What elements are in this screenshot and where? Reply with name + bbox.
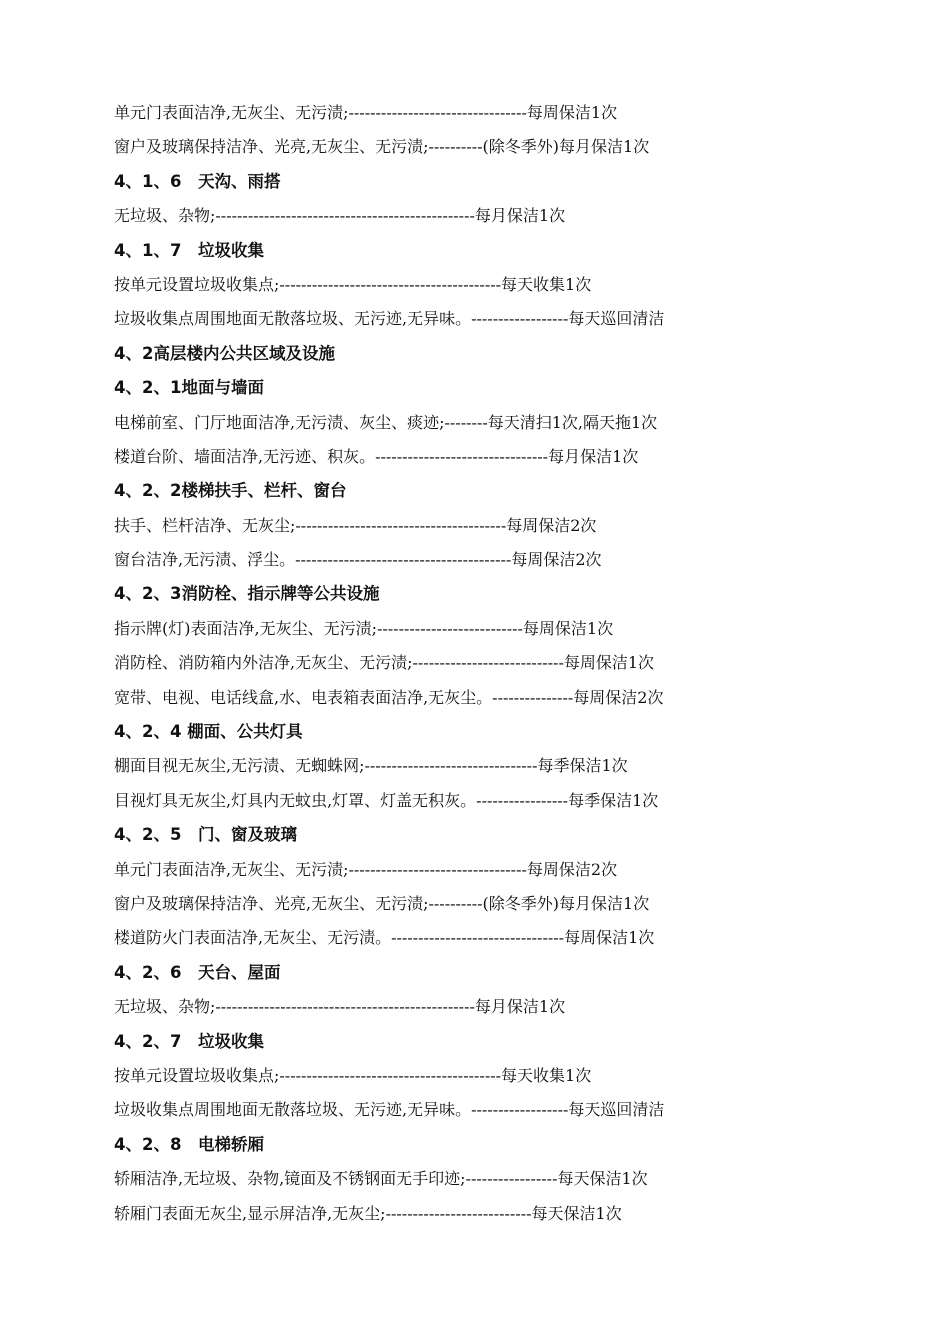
text-line: 窗户及玻璃保持洁净、光亮,无灰尘、无污渍;----------(除冬季外)每月保洁1次 [114, 137, 650, 157]
section-heading: 4、2、2楼梯扶手、栏杆、窗台 [114, 481, 347, 501]
section-heading: 4、2、7 垃圾收集 [114, 1031, 264, 1051]
section-heading: 4、2、6 天台、屋面 [114, 962, 281, 982]
section-heading: 4、2、3消防栓、指示牌等公共设施 [114, 584, 380, 604]
section-heading: 4、2、4 棚面、公共灯具 [114, 722, 303, 742]
text-line: 单元门表面洁净,无灰尘、无污渍;---------------------------------每周保洁2次 [114, 859, 618, 879]
text-line: 单元门表面洁净,无灰尘、无污渍;---------------------------------每周保洁1次 [114, 103, 618, 122]
text-line: 轿厢门表面无灰尘,显示屏洁净,无灰尘;---------------------------每天保洁1次 [114, 1203, 622, 1223]
section-heading: 4、2、5 门、窗及玻璃 [114, 825, 297, 845]
text-line: 无垃圾、杂物;------------------------------------------------每月保洁1次 [114, 206, 566, 226]
section-heading: 4、1、7 垃圾收集 [114, 240, 264, 260]
text-line: 垃圾收集点周围地面无散落垃圾、无污迹,无异味。------------------每天巡回清洁 [114, 309, 665, 329]
text-line: 电梯前室、门厅地面洁净,无污渍、灰尘、痰迹;--------每天清扫1次,隔天拖1次 [114, 412, 658, 432]
section-heading: 4、2高层楼内公共区域及设施 [114, 343, 335, 363]
document-body [114, 96, 844, 1231]
section-heading: 4、2、1地面与墙面 [114, 378, 264, 398]
text-line: 楼道防火门表面洁净,无灰尘、无污渍。--------------------------------每周保洁1次 [114, 928, 655, 948]
text-line: 轿厢洁净,无垃圾、杂物,镜面及不锈钢面无手印迹;-----------------每天保洁1次 [114, 1169, 648, 1189]
text-line: 扶手、栏杆洁净、无灰尘;---------------------------------------每周保洁2次 [114, 515, 597, 535]
text-line: 楼道台阶、墙面洁净,无污迹、积灰。--------------------------------每月保洁1次 [114, 446, 639, 466]
text-line: 指示牌(灯)表面洁净,无灰尘、无污渍;---------------------------每周保洁1次 [114, 618, 614, 638]
text-line: 窗台洁净,无污渍、浮尘。----------------------------------------每周保洁2次 [114, 550, 602, 570]
text-line: 窗户及玻璃保持洁净、光亮,无灰尘、无污渍;----------(除冬季外)每月保洁1次 [114, 893, 650, 913]
section-heading: 4、2、8 电梯轿厢 [114, 1134, 264, 1154]
text-line: 按单元设置垃圾收集点;-----------------------------------------每天收集1次 [114, 274, 592, 294]
text-line: 消防栓、消防箱内外洁净,无灰尘、无污渍;----------------------------每周保洁1次 [114, 653, 655, 673]
text-line: 垃圾收集点周围地面无散落垃圾、无污迹,无异味。------------------每天巡回清洁 [114, 1100, 665, 1120]
text-line: 宽带、电视、电话线盒,水、电表箱表面洁净,无灰尘。---------------每周保洁2次 [114, 687, 664, 707]
section-heading: 4、1、6 天沟、雨搭 [114, 171, 281, 191]
text-line: 目视灯具无灰尘,灯具内无蚊虫,灯罩、灯盖无积灰。-----------------每季保洁1次 [114, 790, 659, 810]
text-line: 棚面目视无灰尘,无污渍、无蜘蛛网;--------------------------------每季保洁1次 [114, 756, 628, 776]
text-line: 无垃圾、杂物;------------------------------------------------每月保洁1次 [114, 997, 566, 1017]
text-line: 按单元设置垃圾收集点;-----------------------------------------每天收集1次 [114, 1065, 592, 1085]
